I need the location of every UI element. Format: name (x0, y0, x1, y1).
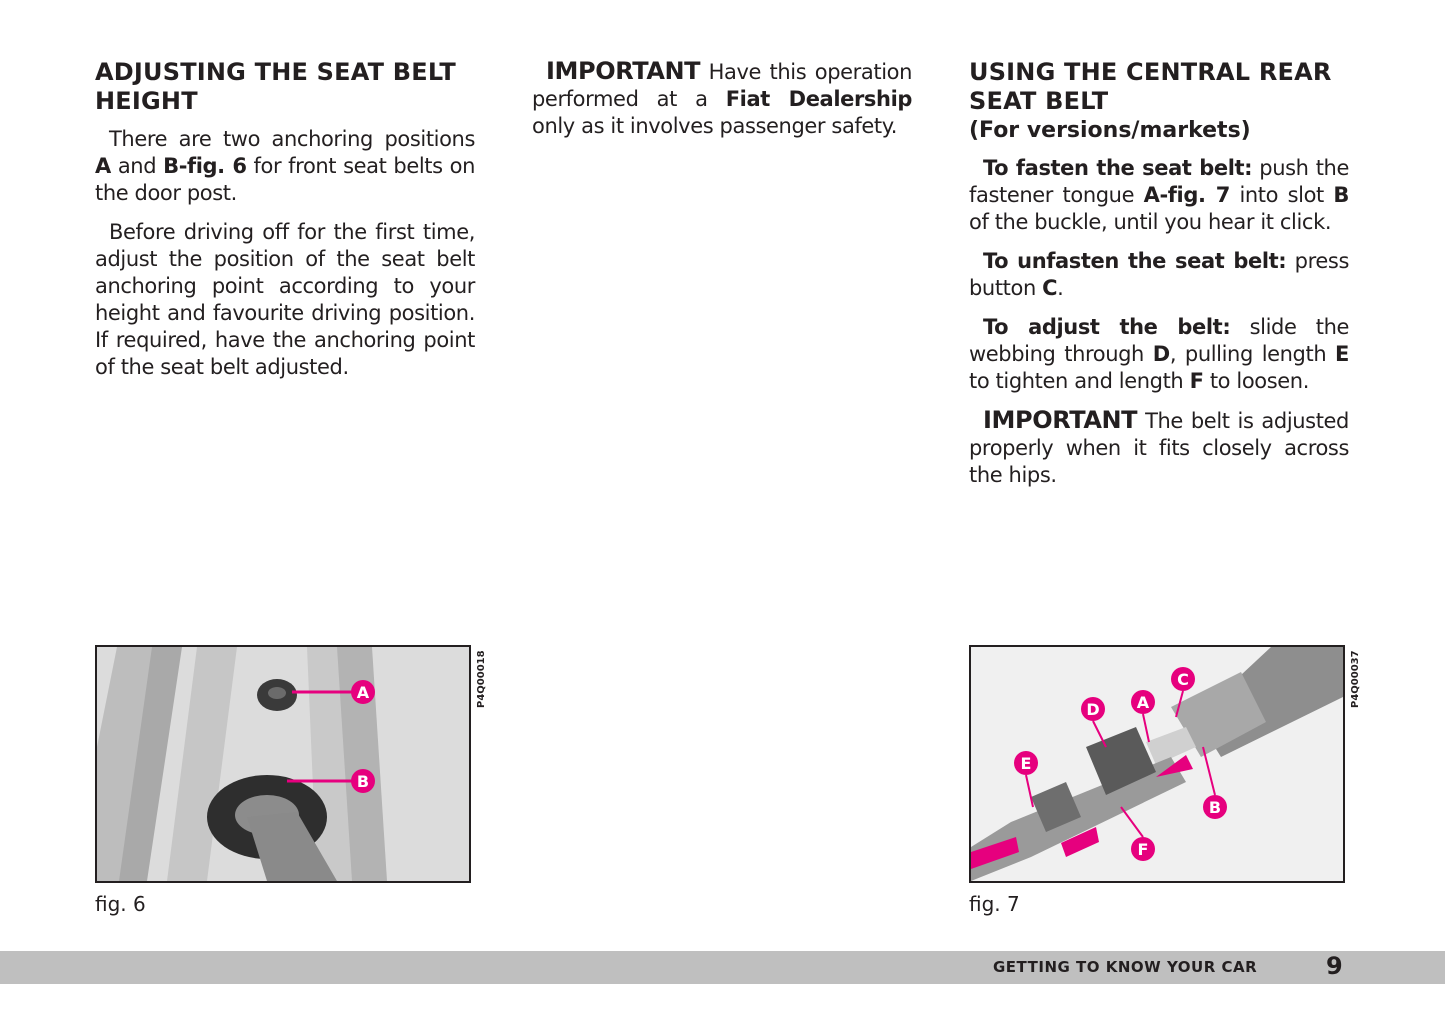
middle-important-note: IMPORTANT Have this operation performed at a Fiat Dealership only as it involves passenger safety. (532, 57, 913, 138)
figure-7-caption: fig. 7 (969, 892, 1020, 916)
rear-belt-buckle-drawing (971, 647, 1343, 881)
fasten-paragraph: To fasten the seat belt: push the fastener tongue A-fig. 7 into slot B of the buckle, until you hear it click. (969, 156, 1349, 234)
callout-d-label: D (1086, 700, 1100, 719)
right-important-note: IMPORTANT The belt is adjusted properly when it fits closely across the hips. (969, 406, 1349, 487)
left-paragraph-1: There are two anchoring positions A and B-fig. 6 for front seat belts on the door post. (95, 127, 475, 205)
figure-7-code: P4Q00037 (1350, 650, 1361, 708)
callout-b-label: B (356, 772, 370, 791)
right-column (969, 58, 1349, 501)
callout-c-label: C (1177, 670, 1189, 689)
figure-6-code: P4Q00018 (476, 650, 487, 708)
figure-7-illustration (969, 645, 1345, 883)
footer-section-title: GETTING TO KNOW YOUR CAR (993, 958, 1258, 976)
middle-column (532, 58, 912, 152)
figure-6-caption: fig. 6 (95, 892, 146, 916)
adjust-paragraph: To adjust the belt: slide the webbing through D, pulling length E to tighten and length F to loosen. (969, 315, 1349, 393)
left-heading: ADJUSTING THE SEAT BELT HEIGHT (95, 58, 456, 115)
figure-6-illustration (95, 645, 471, 883)
left-column (95, 58, 475, 393)
page-number: 9 (1326, 952, 1343, 980)
callout-e-label: E (1020, 754, 1032, 773)
callout-b-label: B (1208, 798, 1222, 817)
unfasten-paragraph: To unfasten the seat belt: press button C. (969, 249, 1349, 300)
right-subheading: (For versions/markets) (969, 118, 1251, 143)
callout-a-label: A (356, 683, 370, 702)
door-post-anchor-drawing (97, 647, 469, 881)
left-paragraph-2: Before driving off for the first time, adjust the position of the seat belt anchoring point according to your height and favourite driving position. If required, have the anchoring point of the seat belt adjusted. (95, 220, 475, 379)
callout-a-label: A (1136, 693, 1150, 712)
callout-f-label: F (1137, 840, 1149, 859)
right-heading: USING THE CENTRAL REAR SEAT BELT (969, 58, 1332, 115)
